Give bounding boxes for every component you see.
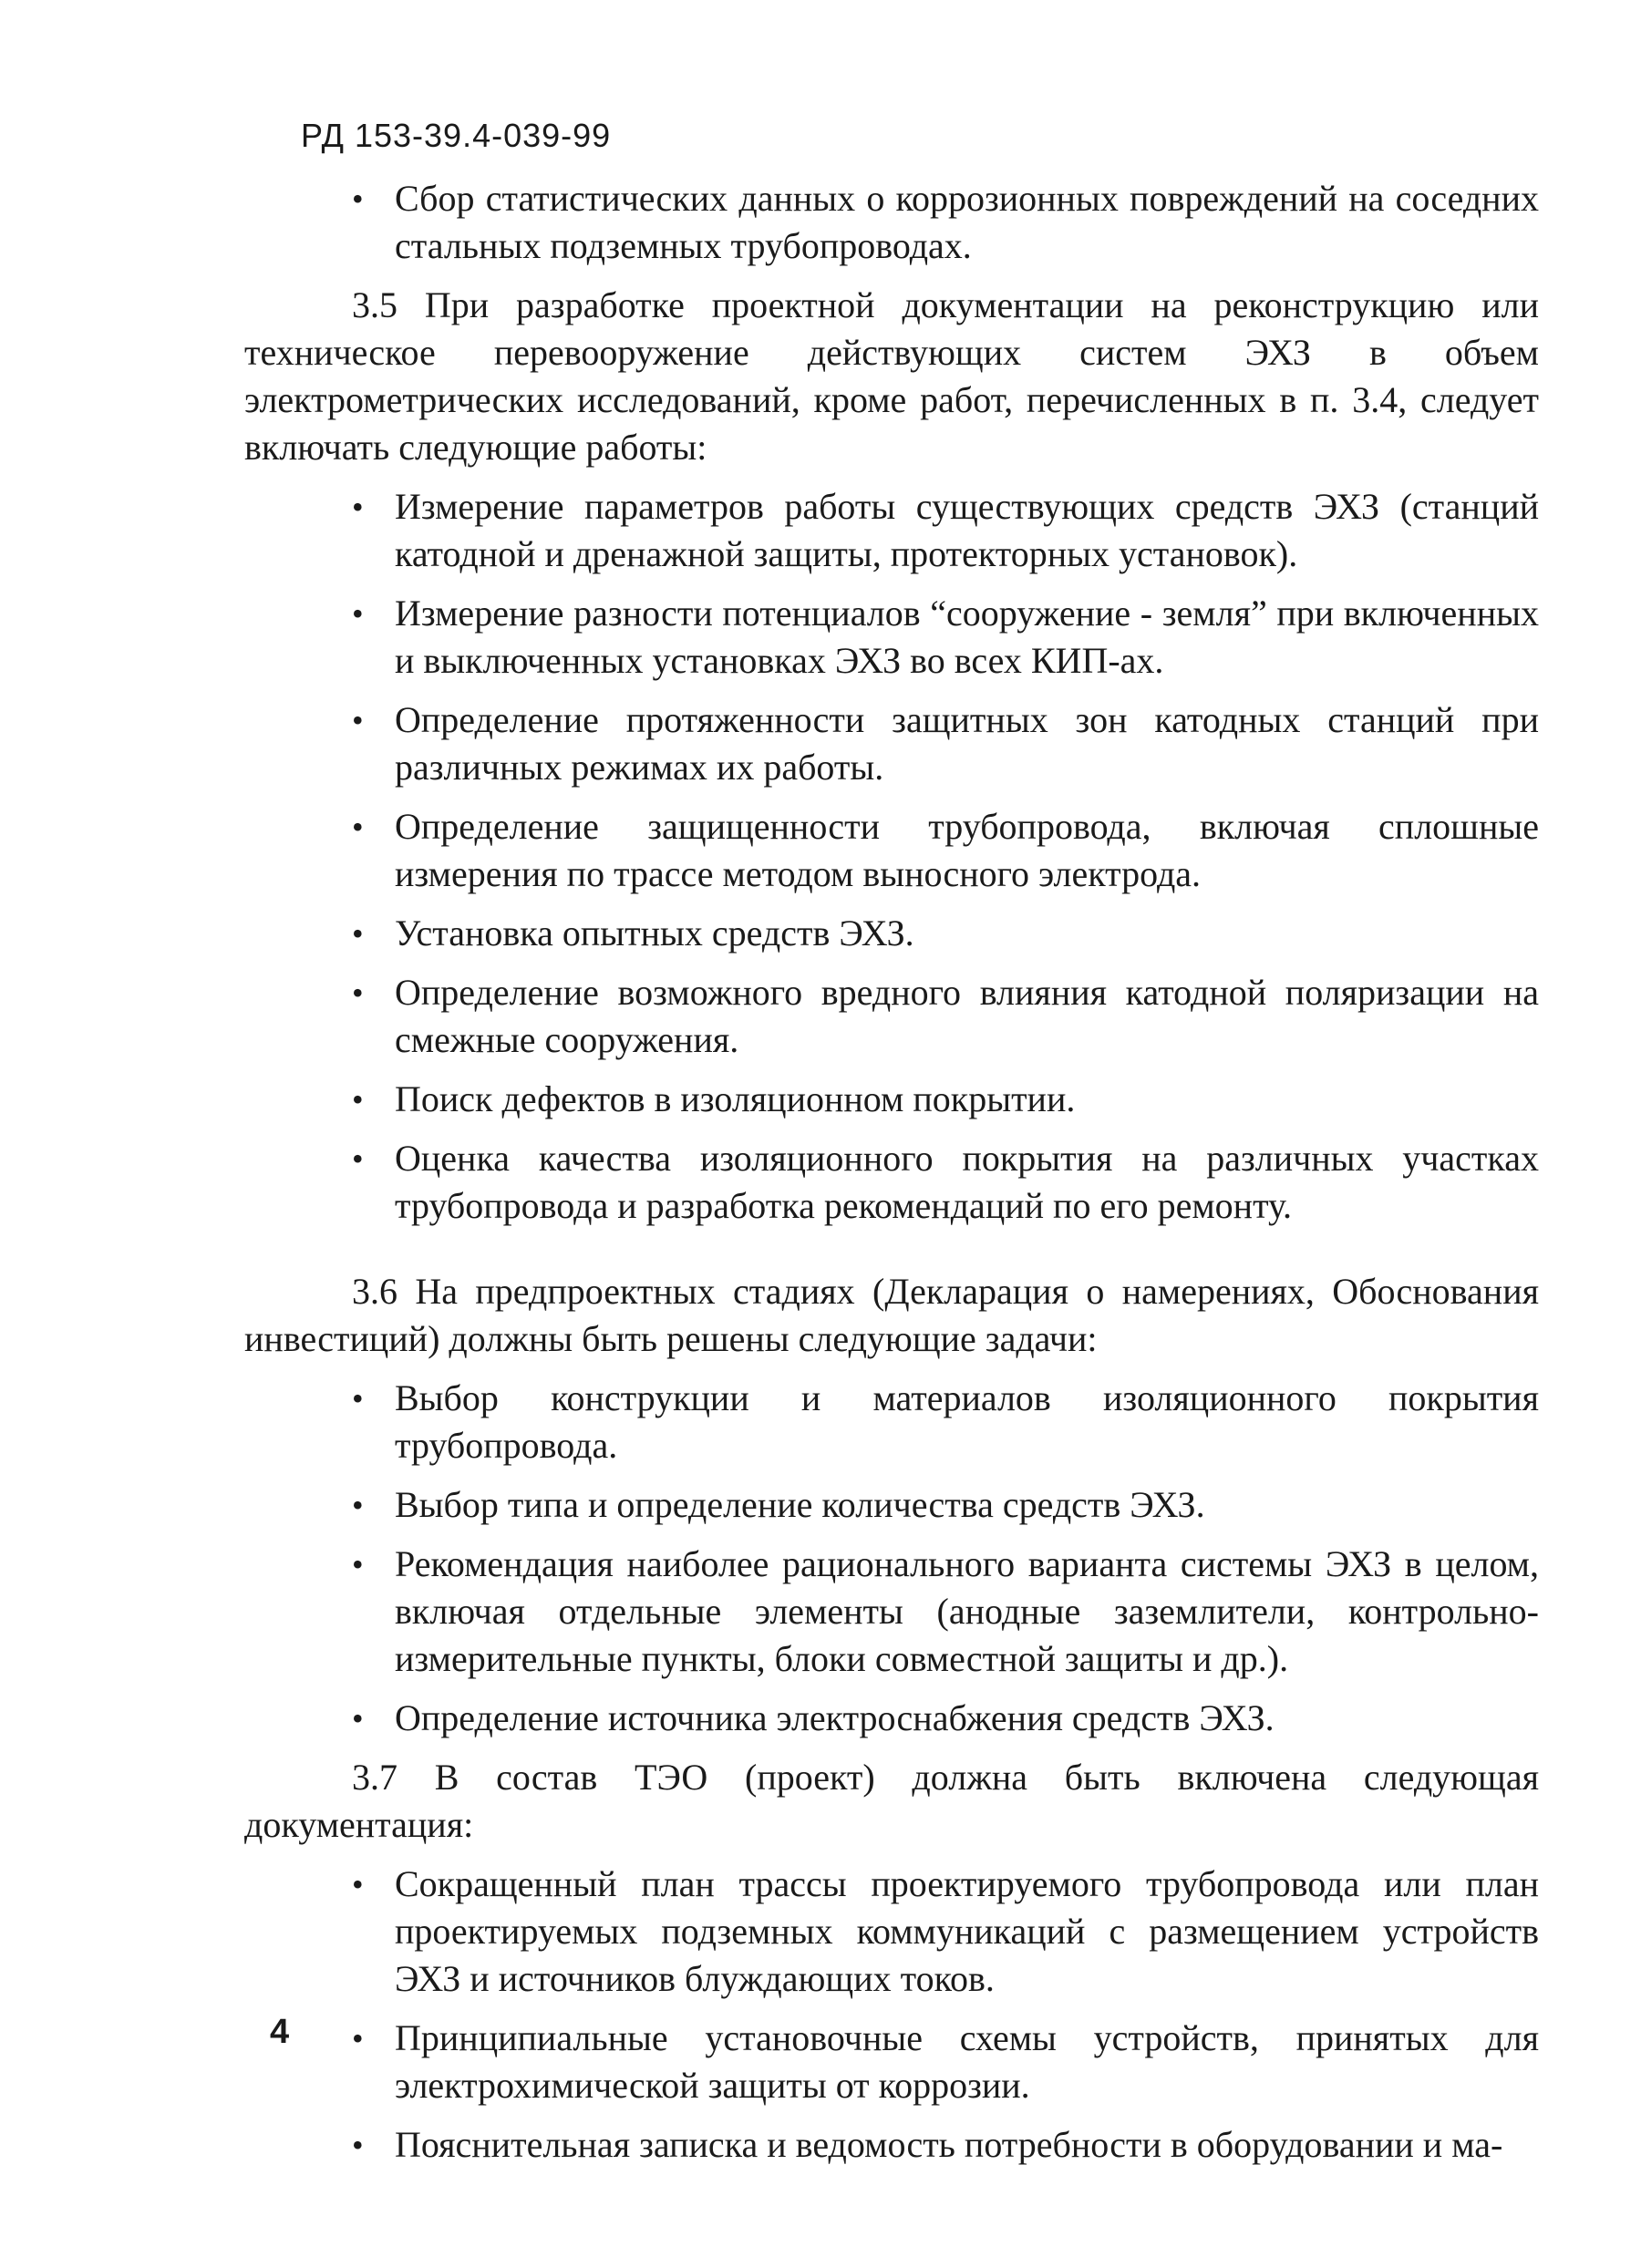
bullet-icon: • xyxy=(352,915,364,952)
bullet-icon: • xyxy=(352,1866,364,1902)
list-item-text: Измерение разности потенциалов “сооружение - земля” при включенных и выключенных установках ЭХЗ во всех КИП-ах. xyxy=(395,593,1539,681)
bullet-list xyxy=(244,1375,1539,1742)
list-item-text: Рекомендация наиболее рационального варианта системы ЭХЗ в целом, включая отдельные элементы (анодные заземлители, контрольно-измерительные пункты, блоки совместной защиты и др.). xyxy=(395,1543,1539,1679)
list-item xyxy=(244,1481,1539,1529)
list-item xyxy=(244,1541,1539,1683)
bullet-list xyxy=(244,483,1539,1230)
list-item xyxy=(244,1135,1539,1230)
bullet-icon: • xyxy=(352,2127,364,2163)
list-item-text: Пояснительная записка и ведомость потребности в оборудовании и ма- xyxy=(395,2124,1503,2165)
list-item-text: Определение возможного вредного влияния катодной поляризации на смежные сооружения. xyxy=(395,972,1539,1060)
list-item xyxy=(244,1861,1539,2003)
list-item-text: Выбор типа и определение количества средств ЭХЗ. xyxy=(395,1484,1205,1525)
bullet-icon: • xyxy=(352,1487,364,1523)
list-item-text: Выбор конструкции и материалов изоляционного покрытия трубопровода. xyxy=(395,1377,1539,1466)
list-item-text: Измерение параметров работы существующих средств ЭХЗ (станций катодной и дренажной защиты, протекторных установок). xyxy=(395,486,1539,574)
list-item-text: Сбор статистических данных о коррозионных повреждений на соседних стальных подземных трубопроводах. xyxy=(395,178,1539,266)
bullet-icon: • xyxy=(352,974,364,1011)
list-item xyxy=(244,696,1539,791)
list-item-text: Установка опытных средств ЭХЗ. xyxy=(395,912,914,954)
document-code: РД 153-39.4-039-99 xyxy=(301,117,612,154)
list-item-text: Определение защищенности трубопровода, включая сплошные измерения по трассе методом выносного электрода. xyxy=(395,806,1539,894)
paragraph: 3.6 На предпроектных стадиях (Декларация о намерениях, Обоснования инвестиций) должны быть решены следующие задачи: xyxy=(244,1271,1539,1359)
bullet-list xyxy=(244,175,1539,270)
bullet-list xyxy=(244,1861,1539,2169)
list-item xyxy=(244,969,1539,1064)
list-item xyxy=(244,2121,1539,2169)
document-body xyxy=(244,175,1539,2180)
bullet-icon: • xyxy=(352,180,364,217)
page-number: 4 xyxy=(270,2013,290,2051)
list-item xyxy=(244,910,1539,957)
list-item-text: Определение протяженности защитных зон катодных станций при различных режимах их работы. xyxy=(395,699,1539,788)
list-item xyxy=(244,175,1539,270)
list-item xyxy=(244,803,1539,898)
bullet-icon: • xyxy=(352,1380,364,1417)
list-item-text: Поиск дефектов в изоляционном покрытии. xyxy=(395,1078,1076,1119)
paragraph: 3.5 При разработке проектной документации на реконструкцию или техническое перевооружение действующих систем ЭХЗ в объем электрометрических исследований, кроме работ, перечисленных в п. 3.4, следует включать следующие работы: xyxy=(244,284,1539,468)
list-item-text: Оценка качества изоляционного покрытия на различных участках трубопровода и разработка рекомендаций по его ремонту. xyxy=(395,1138,1539,1226)
list-item xyxy=(244,1695,1539,1742)
list-item xyxy=(244,483,1539,578)
list-item-text: Определение источника электроснабжения средств ЭХЗ. xyxy=(395,1697,1275,1738)
bullet-icon: • xyxy=(352,1700,364,1737)
paragraph: 3.7 В состав ТЭО (проект) должна быть включена следующая документация: xyxy=(244,1757,1539,1845)
list-item xyxy=(244,2015,1539,2109)
list-item xyxy=(244,1375,1539,1469)
bullet-icon: • xyxy=(352,2020,364,2057)
list-item-text: Сокращенный план трассы проектируемого трубопровода или план проектируемых подземных коммуникаций с размещением устройств ЭХЗ и источников блуждающих токов. xyxy=(395,1863,1539,1999)
bullet-icon: • xyxy=(352,809,364,845)
bullet-icon: • xyxy=(352,489,364,525)
bullet-icon: • xyxy=(352,702,364,738)
list-item xyxy=(244,590,1539,685)
bullet-icon: • xyxy=(352,1140,364,1177)
bullet-icon: • xyxy=(352,595,364,632)
list-item xyxy=(244,1076,1539,1123)
list-item-text: Принципиальные установочные схемы устройств, принятых для электрохимической защиты от коррозии. xyxy=(395,2017,1539,2106)
bullet-icon: • xyxy=(352,1546,364,1582)
bullet-icon: • xyxy=(352,1081,364,1118)
